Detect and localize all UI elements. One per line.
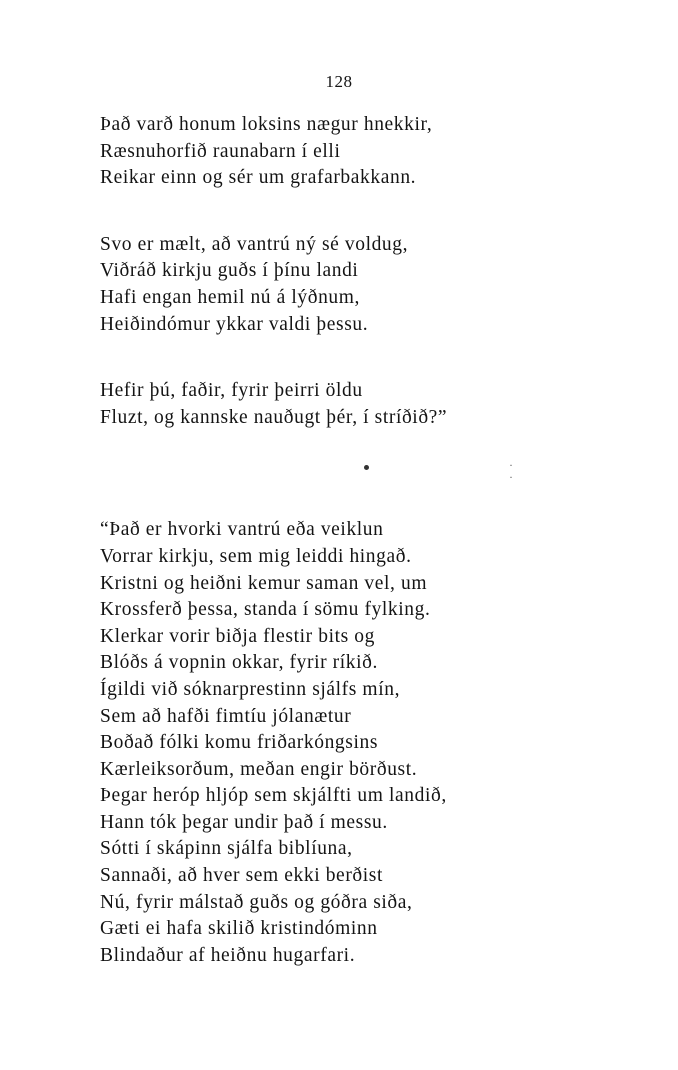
paper-speck-mark: · · <box>509 458 514 485</box>
stanza-gap <box>100 338 660 378</box>
divider-dot-ornament <box>364 465 369 470</box>
verse-line: Blindaður af heiðnu hugarfari. <box>100 944 356 966</box>
verse-line: Reikar einn og sér um grafarbakkann. <box>100 167 417 189</box>
stanza-4 <box>100 517 660 969</box>
verse-line: Sem að hafði fimtíu jólanætur <box>100 705 352 727</box>
verse-line: Kristni og heiðni kemur saman vel, um <box>100 572 428 594</box>
verse-line: Það varð honum loksins nægur hnekkir, <box>100 114 433 135</box>
stanza-1 <box>100 112 660 192</box>
verse-line: Boðað fólki komu friðarkóngsins <box>100 732 379 754</box>
verse-line: Sannaði, að hver sem ekki berðist <box>100 865 383 887</box>
verse-line: Hafi engan hemil nú á lýðnum, <box>100 286 361 308</box>
verse-line: Hefir þú, faðir, fyrir þeirri öldu <box>100 380 363 402</box>
stanza-gap <box>100 192 660 232</box>
verse-line: Heiðindómur ykkar valdi þessu. <box>100 313 369 335</box>
stanza-3 <box>100 378 660 431</box>
verse-line: Ræsnuhorfið raunabarn í elli <box>100 140 341 162</box>
verse-line: Klerkar vorir biðja flestir bits og <box>100 625 375 647</box>
verse-line: Nú, fyrir málstað guðs og góðra siða, <box>100 891 413 913</box>
verse-line: Krossferð þessa, standa í sömu fylking. <box>100 599 431 621</box>
poem-body <box>100 112 660 969</box>
verse-line: Sótti í skápinn sjálfa biblíuna, <box>100 838 353 860</box>
verse-line: Ígildi við sóknarprestinn sjálfs mín, <box>100 678 401 700</box>
verse-line: Viðráð kirkju guðs í þínu landi <box>100 260 359 282</box>
verse-line: Fluzt, og kannske nauðugt þér, í stríðið?” <box>100 406 448 428</box>
page-number: 128 <box>325 72 353 91</box>
verse-line: Gæti ei hafa skilið kristindóminn <box>100 918 378 940</box>
section-divider <box>100 431 660 517</box>
stanza-2 <box>100 232 660 338</box>
verse-line: Þegar heróp hljóp sem skjálfti um landið, <box>100 785 447 807</box>
verse-line: Hann tók þegar undir það í messu. <box>100 811 388 833</box>
verse-line: Vorrar kirkju, sem mig leiddi hingað. <box>100 545 412 567</box>
verse-line: Svo er mælt, að vantrú ný sé voldug, <box>100 233 409 255</box>
verse-line: Blóðs á vopnin okkar, fyrir ríkið. <box>100 652 378 674</box>
verse-line: Kærleiksorðum, meðan engir börðust. <box>100 758 418 780</box>
verse-line: “Það er hvorki vantrú eða veiklun <box>100 519 384 541</box>
